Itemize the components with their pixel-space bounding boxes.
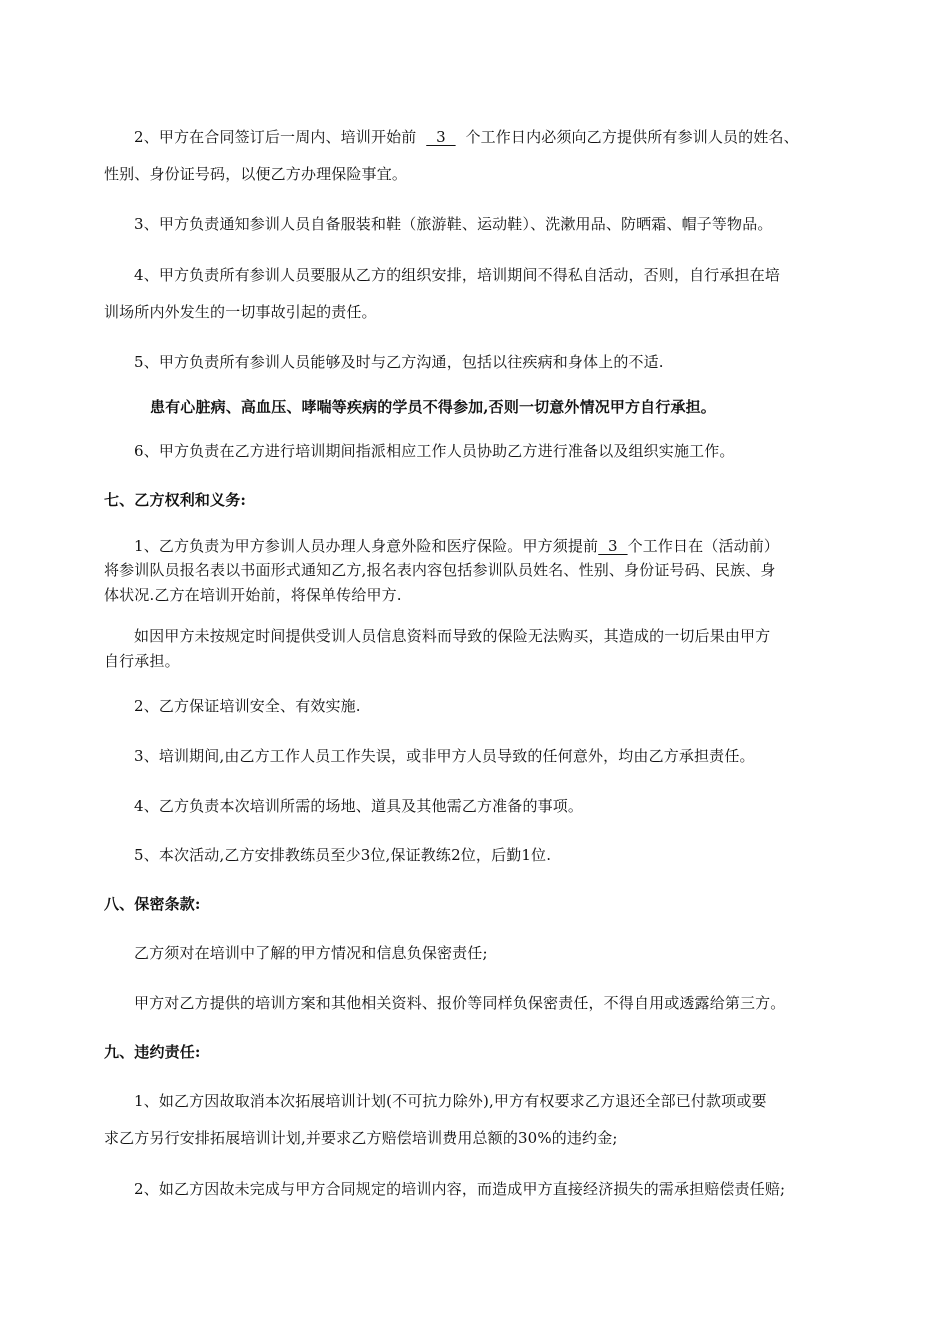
section-8-line-2: 甲方对乙方提供的培训方案和其他相关资料、报价等同样负保密责任，不得自用或透露给第三方。 xyxy=(134,994,786,1012)
section-9-item-1-line-1: 1、如乙方因故取消本次拓展培训计划(不可抗力除外),甲方有权要求乙方退还全部已付款项或要 xyxy=(134,1092,767,1110)
section-7-item-5: 5、本次活动,乙方安排教练员至少3位,保证教练2位，后勤1位. xyxy=(134,846,552,864)
section-7-title: 七、乙方权利和义务: xyxy=(104,491,247,509)
clause-6-item-2-line-1 xyxy=(134,127,799,147)
section-7-item-3: 3、培训期间,由乙方工作人员工作失误，或非甲方人员导致的任何意外，均由乙方承担责任。 xyxy=(134,747,755,765)
days-blank-field: 3 xyxy=(426,128,456,146)
days-blank-field-2: 3 xyxy=(598,537,628,555)
section-7-item-1-line-3: 体状况.乙方在培训开始前，将保单传给甲方. xyxy=(104,586,402,604)
clause-6-item-3: 3、甲方负责通知参训人员自备服装和鞋（旅游鞋、运动鞋）、洗漱用品、防晒霜、帽子等物品。 xyxy=(134,215,773,233)
health-warning: 患有心脏病、高血压、哮喘等疾病的学员不得参加,否则一切意外情况甲方自行承担。 xyxy=(150,398,716,416)
clause-6-item-2-text-b: 个工作日内必须向乙方提供所有参训人员的姓名、 xyxy=(465,128,799,146)
clause-6-item-2-line-2: 性别、身份证号码，以便乙方办理保险事宜。 xyxy=(104,165,408,183)
clause-6-item-6: 6、甲方负责在乙方进行培训期间指派相应工作人员协助乙方进行准备以及组织实施工作。 xyxy=(134,442,735,460)
section-8-line-1: 乙方须对在培训中了解的甲方情况和信息负保密责任; xyxy=(134,944,488,962)
section-9-title: 九、违约责任: xyxy=(104,1043,201,1061)
clause-6-item-4-line-1: 4、甲方负责所有参训人员要服从乙方的组织安排，培训期间不得私自活动，否则，自行承担在培 xyxy=(134,266,780,284)
clause-6-item-5: 5、甲方负责所有参训人员能够及时与乙方沟通，包括以往疾病和身体上的不适. xyxy=(134,353,664,371)
section-7-item-1-line-2: 将参训队员报名表以书面形式通知乙方,报名表内容包括参训队员姓名、性别、身份证号码、民族、身 xyxy=(104,561,776,579)
section-7-note-line-2: 自行承担。 xyxy=(104,652,180,670)
section-7-item-1-text-a: 1、乙方负责为甲方参训人员办理人身意外险和医疗保险。甲方须提前 xyxy=(134,537,599,555)
section-9-item-1-line-2: 求乙方另行安排拓展培训计划,并要求乙方赔偿培训费用总额的30%的违约金; xyxy=(104,1129,618,1147)
clause-6-item-4-line-2: 训场所内外发生的一切事故引起的责任。 xyxy=(104,303,377,321)
section-7-item-1-text-b: 个工作日在（活动前） xyxy=(627,537,780,555)
section-7-item-1-line-1 xyxy=(134,536,779,556)
section-7-item-2: 2、乙方保证培训安全、有效实施. xyxy=(134,697,361,715)
section-9-item-2: 2、如乙方因故未完成与甲方合同规定的培训内容，而造成甲方直接经济损失的需承担赔偿责任赔; xyxy=(134,1180,786,1198)
section-8-title: 八、保密条款: xyxy=(104,895,201,913)
section-7-item-4: 4、乙方负责本次培训所需的场地、道具及其他需乙方准备的事项。 xyxy=(134,797,584,815)
section-7-note-line-1: 如因甲方未按规定时间提供受训人员信息资料而导致的保险无法购买，其造成的一切后果由甲方 xyxy=(134,627,771,645)
clause-6-item-2-text-a: 2、甲方在合同签订后一周内、培训开始前 xyxy=(134,128,417,146)
